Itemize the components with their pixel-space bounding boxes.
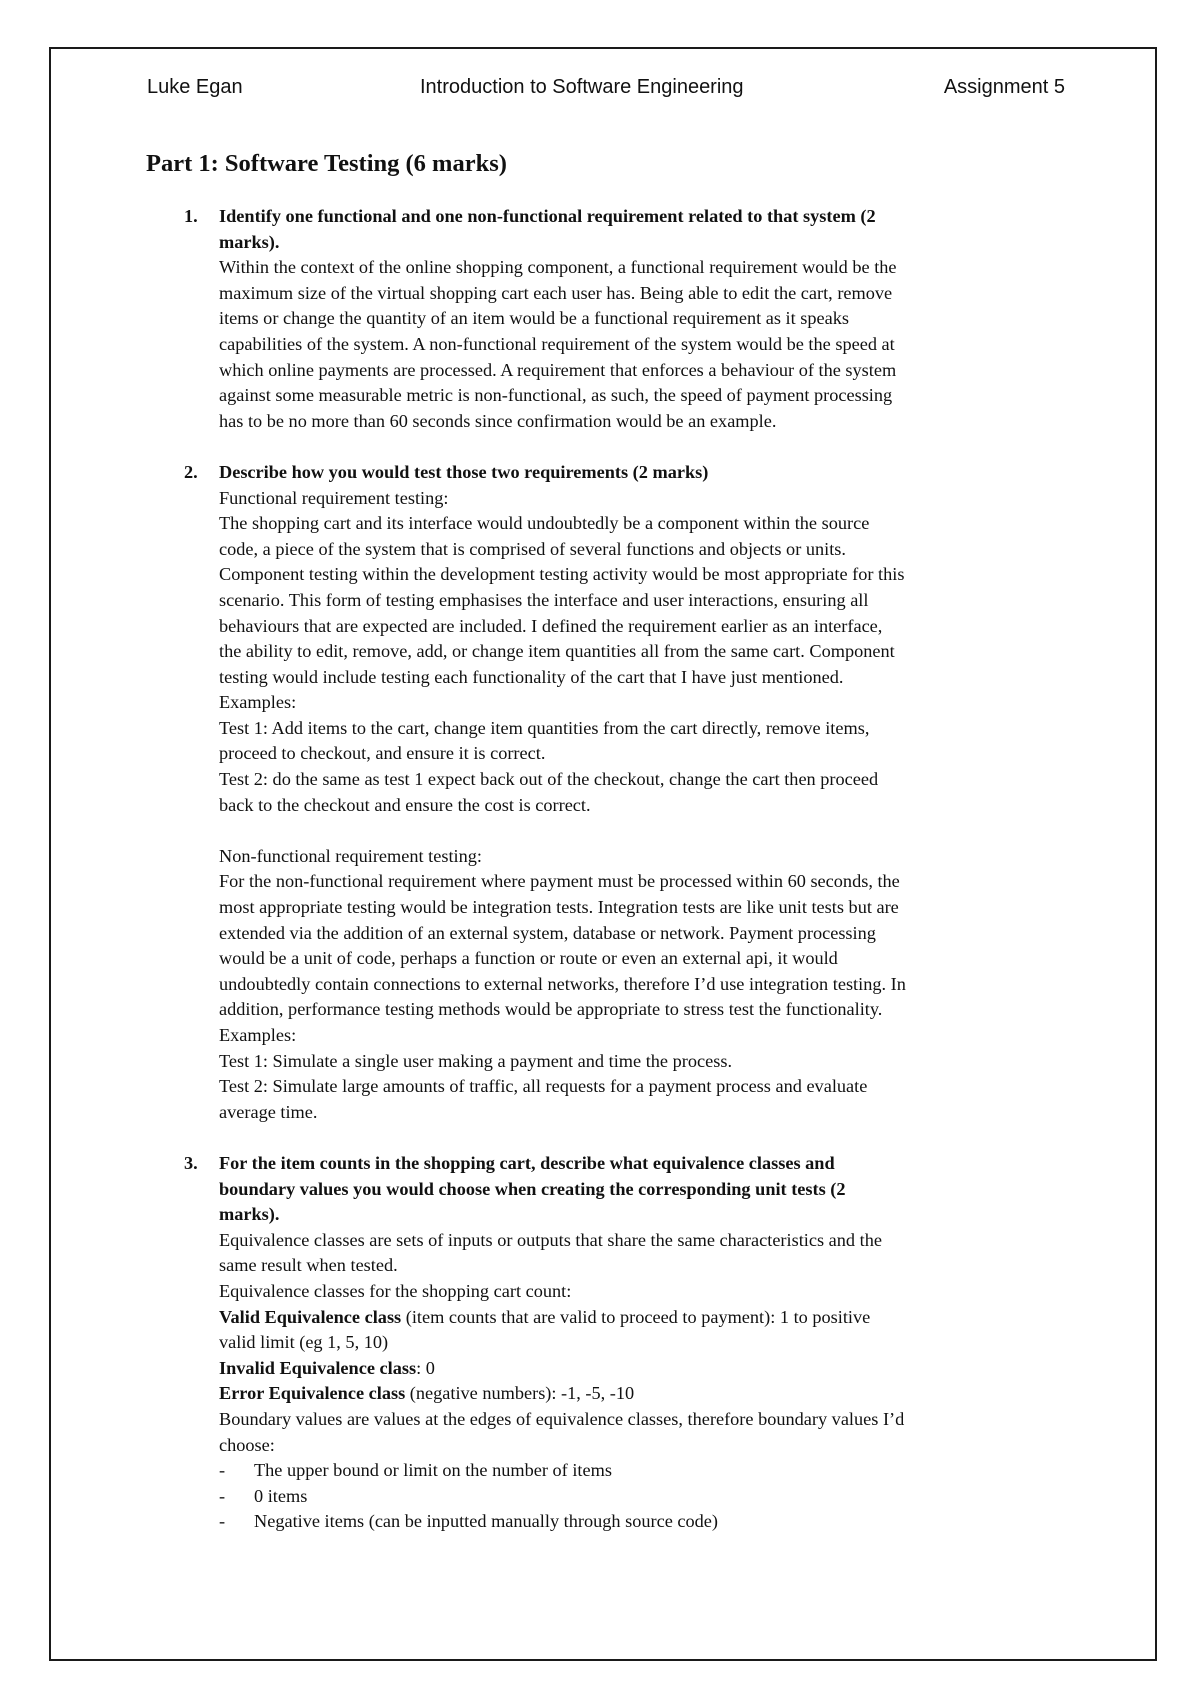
answer-line: code, a piece of the system that is comprised of several functions and objects or units. — [219, 538, 846, 559]
answer-line: undoubtedly contain connections to external networks, therefore I’d use integration testing. In — [219, 973, 906, 994]
answer-line: testing would include testing each functionality of the cart that I have just mentioned. — [219, 666, 844, 687]
error-class-text: (negative numbers): -1, -5, -10 — [405, 1383, 635, 1404]
answer-line: Test 1: Simulate a single user making a payment and time the process. — [219, 1050, 733, 1071]
spacer — [146, 434, 1066, 460]
answer-line: scenario. This form of testing emphasises the interface and user interactions, ensuring all — [219, 589, 869, 610]
bullet-text: Negative items (can be inputted manually through source code) — [254, 1511, 718, 1532]
question-heading: For the item counts in the shopping cart, describe what equivalence classes and — [219, 1152, 835, 1173]
invalid-class-line — [219, 1356, 1066, 1382]
answer-line: capabilities of the system. A non-functional requirement of the system would be the speed at — [219, 333, 895, 354]
answer-line: Equivalence classes for the shopping cart count: — [219, 1280, 572, 1301]
bullet-text: The upper bound or limit on the number of items — [254, 1460, 612, 1481]
bullet-marker: - — [219, 1460, 226, 1481]
answer-line: For the non-functional requirement where payment must be processed within 60 seconds, the — [219, 871, 900, 892]
answer-line: would be a unit of code, perhaps a function or route or even an external api, it would — [219, 948, 838, 969]
question-heading: Identify one functional and one non-functional requirement related to that system (2 — [219, 206, 876, 226]
header-assignment: Assignment 5 — [943, 76, 1065, 98]
answer-line: Boundary values are values at the edges of equivalence classes, therefore boundary values I’d — [219, 1408, 905, 1429]
spacer — [219, 818, 1066, 844]
question-number: 1. — [184, 206, 198, 226]
answer-line: Component testing within the development testing activity would be most appropriate for this — [219, 564, 905, 585]
answer-line: has to be no more than 60 seconds since confirmation would be an example. — [219, 410, 777, 431]
bullet-marker: - — [219, 1511, 226, 1532]
page-header — [147, 74, 1065, 104]
error-class-line — [219, 1381, 1066, 1407]
answer-line: back to the checkout and ensure the cost is correct. — [219, 794, 591, 815]
part-title: Part 1: Software Testing (6 marks) — [146, 150, 507, 177]
answer-line: which online payments are processed. A requirement that enforces a behaviour of the system — [219, 359, 897, 380]
bullet-marker: - — [219, 1485, 226, 1506]
answer-line: Equivalence classes are sets of inputs or outputs that share the same characteristics and the — [219, 1229, 882, 1250]
answer-line: choose: — [219, 1434, 275, 1455]
question-heading: marks). — [219, 231, 280, 252]
answer-line: addition, performance testing methods would be appropriate to stress test the functionality. — [219, 999, 883, 1020]
answer-line: Examples: — [219, 692, 297, 713]
answer-line: proceed to checkout, and ensure it is correct. — [219, 743, 546, 764]
valid-class-label: Valid Equivalence class — [219, 1306, 402, 1327]
answer-line: same result when tested. — [219, 1255, 398, 1276]
answer-line: Non-functional requirement testing: — [219, 845, 482, 866]
answer-line: Test 2: Simulate large amounts of traffic, all requests for a payment process and evaluate — [219, 1076, 868, 1097]
answer-line: behaviours that are expected are included. I defined the requirement earlier as an interface, — [219, 615, 883, 636]
answer-line: Within the context of the online shopping component, a functional requirement would be the — [219, 257, 897, 278]
question-heading: Describe how you would test those two requirements (2 marks) — [219, 461, 709, 482]
answer-line: valid limit (eg 1, 5, 10) — [219, 1332, 389, 1353]
answer-line: against some measurable metric is non-functional, as such, the speed of payment processing — [219, 385, 893, 406]
answer-line: Test 2: do the same as test 1 expect back out of the checkout, change the cart then proceed — [219, 769, 879, 790]
bullet-item — [219, 1484, 1066, 1510]
answer-line: Examples: — [219, 1025, 297, 1045]
bullet-item — [219, 1458, 1066, 1484]
answer-line: extended via the addition of an external system, database or network. Payment processing — [219, 922, 876, 943]
answer-line: maximum size of the virtual shopping cart each user has. Being able to edit the cart, remove — [219, 282, 893, 303]
bullet-item — [219, 1509, 1066, 1535]
error-class-label: Error Equivalence class — [219, 1383, 406, 1404]
spacer — [146, 1125, 1066, 1151]
answer-line: The shopping cart and its interface would undoubtedly be a component within the source — [219, 513, 870, 534]
question-number: 3. — [184, 1152, 198, 1173]
valid-class-line — [219, 1305, 1066, 1331]
invalid-class-label: Invalid Equivalence class — [219, 1357, 417, 1378]
answer-line: average time. — [219, 1101, 318, 1122]
question-number: 2. — [184, 461, 198, 482]
valid-class-text: (item counts that are valid to proceed to payment): 1 to positive — [401, 1306, 871, 1327]
bullet-text: 0 items — [254, 1485, 308, 1506]
question-heading: boundary values you would choose when creating the corresponding unit tests (2 — [219, 1178, 846, 1199]
header-author: Luke Egan — [147, 76, 243, 98]
header-course: Introduction to Software Engineering — [420, 76, 744, 98]
invalid-class-text: : 0 — [416, 1357, 435, 1378]
answer-line: most appropriate testing would be integration tests. Integration tests are like unit tests but are — [219, 897, 899, 918]
answer-line: items or change the quantity of an item would be a functional requirement as it speaks — [219, 308, 850, 329]
answer-line: Test 1: Add items to the cart, change item quantities from the cart directly, remove items, — [219, 717, 870, 738]
question-list — [146, 204, 1066, 1535]
question-heading: marks). — [219, 1204, 280, 1225]
answer-line: the ability to edit, remove, add, or change item quantities all from the same cart. Component — [219, 641, 895, 662]
answer-line: Functional requirement testing: — [219, 487, 449, 508]
question-1 — [146, 204, 1066, 434]
question-3 — [146, 1151, 1066, 1535]
question-2 — [146, 460, 1066, 1125]
